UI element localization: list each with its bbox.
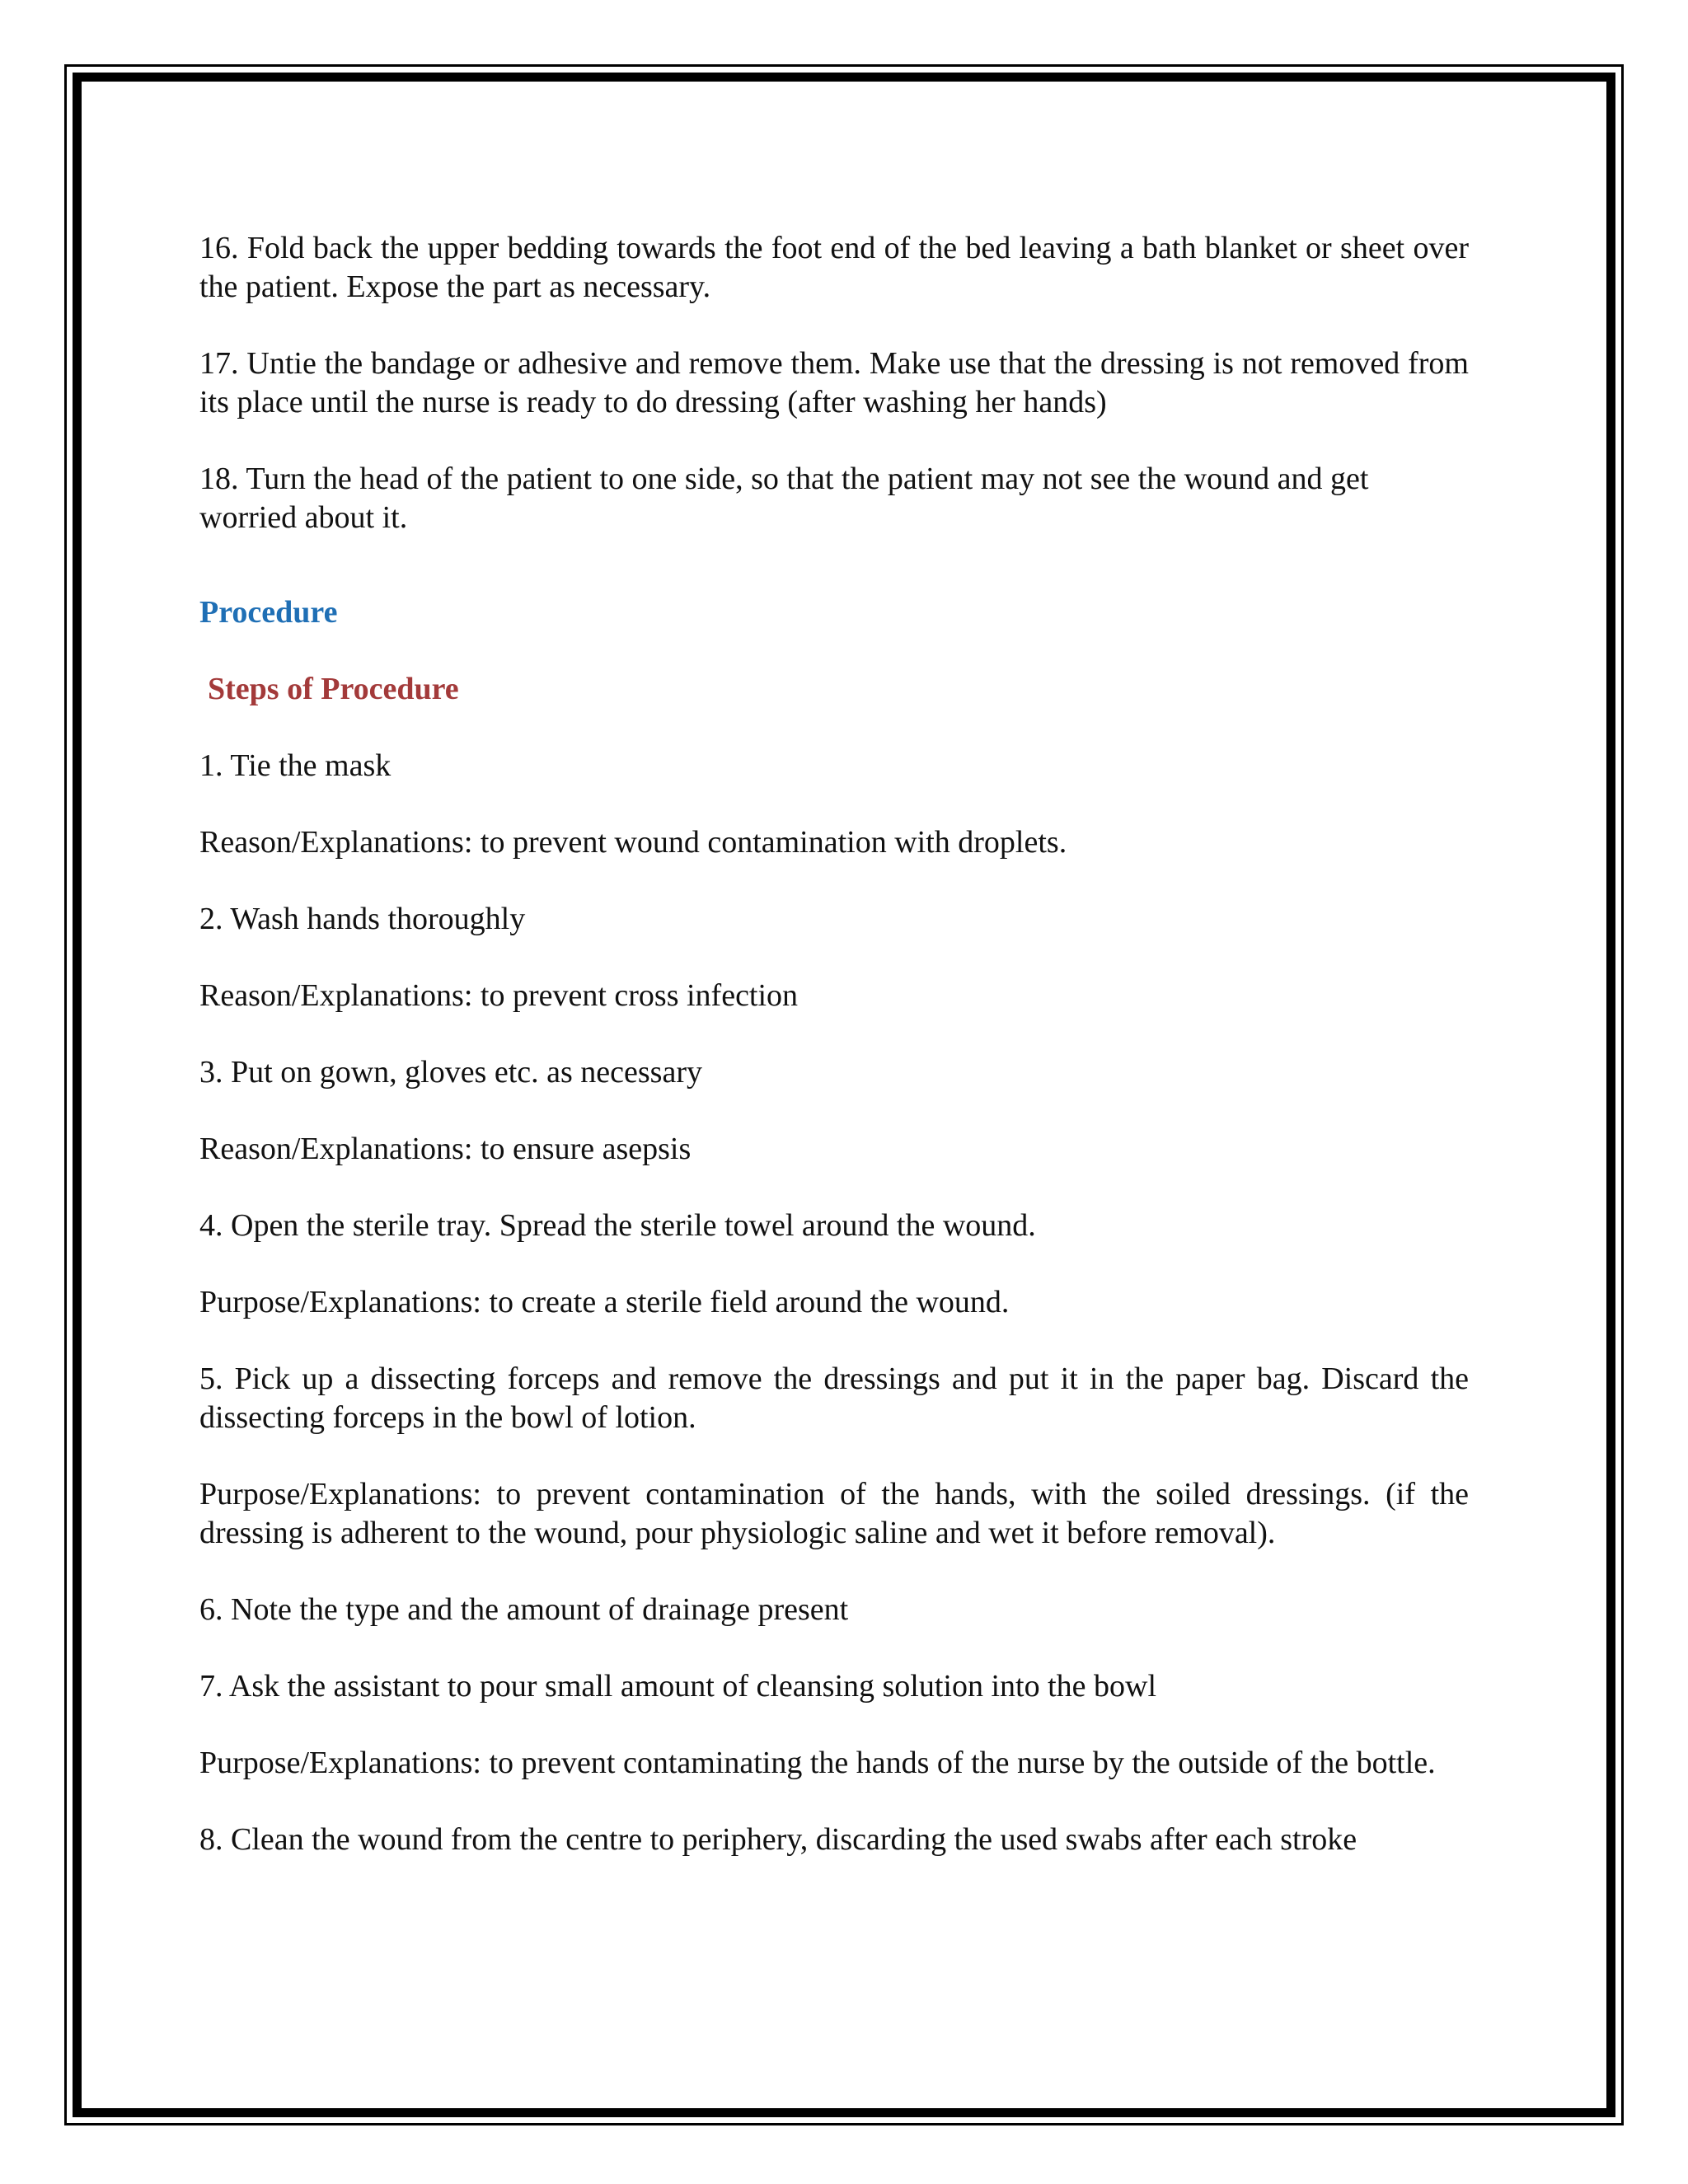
step-8: 8. Clean the wound from the centre to periphery, discarding the used swabs after each stroke — [199, 1822, 1357, 1857]
step-2: 2. Wash hands thoroughly — [199, 902, 526, 936]
paragraph-step-18: 18. Turn the head of the patient to one side, so that the patient may not see the wound and get worried about it. — [199, 462, 1369, 535]
paragraph-step-17: 17. Untie the bandage or adhesive and remove them. Make use that the dressing is not removed from its place until the nurse is ready to do dressing (after washing her hands) — [199, 346, 1469, 419]
paragraph-step-16: 16. Fold back the upper bedding towards the foot end of the bed leaving a bath blanket or sheet over the patient. Expose the part as necessary. — [199, 231, 1469, 304]
step-6: 6. Note the type and the amount of drainage present — [199, 1592, 849, 1627]
step-5-purpose: Purpose/Explanations: to prevent contamination of the hands, with the soiled dressings. (if the dressing is adherent to the wound, pour physiologic saline and wet it before removal). — [199, 1477, 1469, 1550]
step-4: 4. Open the sterile tray. Spread the sterile towel around the wound. — [199, 1208, 1036, 1243]
step-2-reason: Reason/Explanations: to prevent cross infection — [199, 978, 799, 1013]
document-body — [199, 229, 1469, 1897]
step-1: 1. Tie the mask — [199, 748, 392, 783]
section-subheading-steps: Steps of Procedure — [208, 672, 459, 706]
step-5: 5. Pick up a dissecting forceps and remove the dressings and put it in the paper bag. Discard the dissecting forceps in the bowl of lotion. — [199, 1361, 1469, 1435]
step-7-purpose: Purpose/Explanations: to prevent contaminating the hands of the nurse by the outside of the bottle. — [199, 1746, 1436, 1780]
step-4-purpose: Purpose/Explanations: to create a sterile field around the wound. — [199, 1285, 1010, 1319]
step-1-reason: Reason/Explanations: to prevent wound contamination with droplets. — [199, 825, 1067, 860]
section-heading-procedure: Procedure — [199, 595, 338, 630]
step-7: 7. Ask the assistant to pour small amount of cleansing solution into the bowl — [199, 1669, 1157, 1704]
step-3: 3. Put on gown, gloves etc. as necessary — [199, 1055, 702, 1090]
step-3-reason: Reason/Explanations: to ensure asepsis — [199, 1132, 692, 1166]
